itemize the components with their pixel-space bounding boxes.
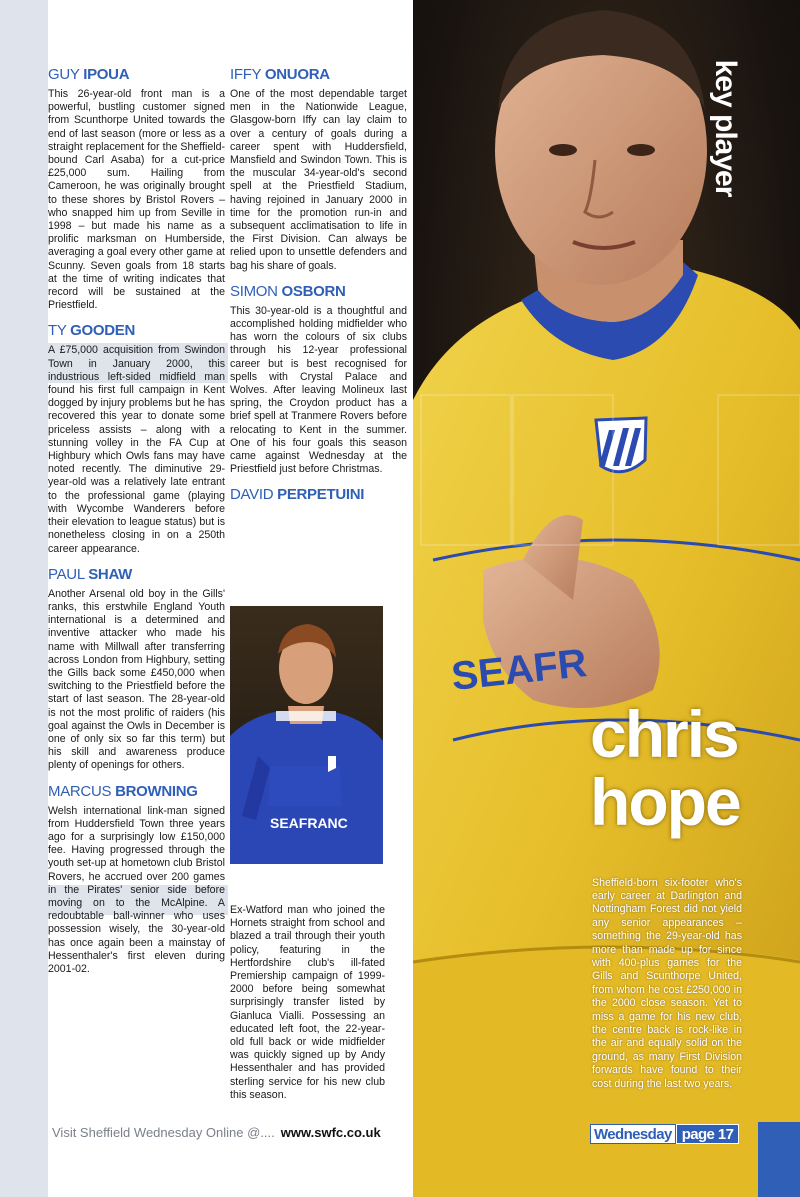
player-heading: [48, 322, 225, 340]
player-first-name: IFFY: [230, 66, 262, 83]
player-bio-text: Welsh international link-man signed from Huddersfield Town three years ago for a surprisingly low £150,000 fee. Having progressed through the youth set-up at hometown club Bristol Rovers, he accrued over 200 games in the Pirates' senior side before moving on to the McAlpine. A redoubtable ball-winner who uses possession wisely, the 30-year-old has once again been a mainstay of Hessenthaler's first eleven during 2001-02.: [48, 804, 225, 975]
player-first-name: SIMON: [230, 282, 278, 300]
key-player-label: key player: [709, 59, 742, 197]
feature-caption: Sheffield-born six-footer who's early career at Darlington and Nottingham Forest did not yield any senior appearances – something the 29-year-old has more than made up for since with 400-plus games for the Gills and Scunthorpe United, from whom he cost £250,000 in the 2000 close season. Yet to miss a game for his new club, the centre back is rock-like in the air and equally solid on the ground, as many First Division forwards have found to their cost during the last two years.: [592, 876, 742, 1090]
feature-player-name: [590, 697, 740, 839]
player-heading: [230, 66, 407, 84]
player-heading: [230, 486, 407, 504]
player-heading: [48, 66, 225, 84]
player-first-name-large: chris: [590, 697, 738, 771]
footer-url[interactable]: www.swfc.co.uk: [280, 1125, 381, 1140]
player-first-name: DAVID: [230, 486, 274, 504]
page-number: page 17: [676, 1124, 740, 1144]
player-bio: [230, 283, 407, 477]
player-last-name: ONUORA: [264, 66, 330, 83]
player-last-name: SHAW: [88, 565, 133, 583]
player-bio-text: Another Arsenal old boy in the Gills' ranks, this erstwhile England Youth international is a determined and inventive attacker who made his name with Millwall after transferring across London from Highbury, setting the Gills back some £450,000 when switching to the Priestfield before the start of last season. The 28-year-old is not the most prolific of raiders (his goal against the Owls in December is one of only six so far this term) but his skill and awareness produce plenty of openings for others.: [48, 587, 225, 772]
player-last-name-large: hope: [590, 765, 740, 839]
player-last-name: PERPETUINI: [277, 486, 365, 504]
right-column: [230, 66, 407, 508]
player-heading: [230, 283, 407, 301]
player-bio-text: One of the most dependable target men in the Nationwide League, Glasgow-born Iffy can lay claim to over a century of goals during a career spent with Huddersfield, Mansfield and Swindon Town. This is the muscular 34-year-old's second spell at the Priestfield Stadium, having rejoined in January 2000 in time for the promotion run-in and subsequent acclimatisation to life in the First Division. Can always be relied upon to unsettle defenders and bag his share of goals.: [230, 88, 407, 272]
player-last-name: OSBORN: [281, 282, 346, 300]
player-first-name: TY: [48, 322, 67, 340]
player-last-name: IPOUA: [83, 66, 130, 83]
player-photo-perpetuini: [230, 606, 383, 864]
footer-text: Visit Sheffield Wednesday Online @....: [52, 1125, 275, 1140]
player-bio: [48, 66, 225, 312]
player-last-name: GOODEN: [70, 322, 136, 340]
player-heading: [48, 783, 225, 801]
player-bio: [48, 783, 225, 977]
player-bio: [48, 566, 225, 773]
player-last-name: BROWNING: [115, 782, 198, 800]
magazine-title: Wednesday: [590, 1124, 676, 1144]
player-first-name: GUY: [48, 66, 80, 83]
left-column: [48, 66, 225, 986]
footer: [52, 1125, 381, 1140]
player-bio-text: This 30-year-old is a thoughtful and accomplished holding midfielder who has worn the colours of six clubs through his 12-year professional career but is best recognised for spells with Crystal Palace and Wolves. After leaving Molineux last spring, the Croydon product has a brief spell at Tranmere Rovers before relocating to Kent in the summer. One of his four goals this season came against Wednesday at the Priestfield just before Christmas.: [230, 304, 407, 476]
player-first-name: PAUL: [48, 565, 85, 583]
player-heading: [48, 566, 225, 584]
shirt-sponsor-text: SEAFR: [449, 641, 589, 699]
player-bio: [48, 322, 225, 555]
perpetuini-bio: [230, 904, 385, 1102]
player-bio-text: This 26-year-old front man is a powerful, bustling customer signed from Scunthorpe United towards the end of last season (more or less as a straight replacement for the Sheffield-bound Carl Asaba) for a cut-price £25,000 sum. Hailing from Cameroon, he was originally brought to these shores by Bristol Rovers – who snapped him up from Seville in 1998 – but made his name as a prolific marksman on Humberside, averaging a goal every other game at Scunny. Seven goals from 18 starts at the time of writing indicates that record will be sustained at the Priestfield.: [48, 88, 225, 312]
player-first-name: MARCUS: [48, 782, 112, 800]
player-bio: [230, 66, 407, 273]
player-bio-text: A £75,000 acquisition from Swindon Town in January 2000, this industrious left-sided midfield man found his first full campaign in Kent dogged by injury problems but he has recovered this year to donate some priceless assists – along with a stunning volley in the FA Cup at Highbury which Owls fans may have noted recently. The diminutive 29-year-old was a relatively late entrant to the professional game (playing with Wycombe Wanderers before their elevation to league status) but is nonetheless closing in on a 250th career appearance.: [48, 344, 225, 555]
player-bio-text: Ex-Watford man who joined the Hornets straight from school and blazed a trail through their youth policy, featuring in the Hertfordshire club's ill-fated Premiership campaign of 1999-2000 before being somewhat surprisingly transfer listed by Gianluca Vialli. Possessing an educated left foot, the 22-year-old full back or wide midfielder was quickly signed up by Andy Hessenthaler and has provided sterling service for his new club this season.: [230, 904, 385, 1101]
page-edge-strip: [758, 1122, 800, 1197]
magazine-page-tag: [590, 1124, 754, 1144]
shirt-sponsor-text: SEAFRANC: [270, 815, 348, 831]
key-player-kicker: [705, 48, 745, 208]
